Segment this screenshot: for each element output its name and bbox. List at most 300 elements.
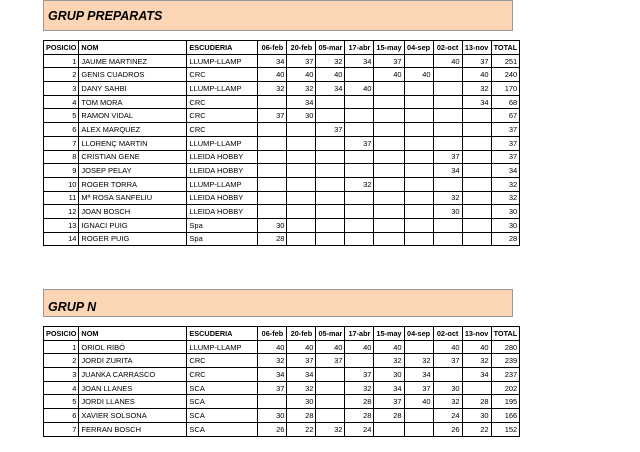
points-cell: 37: [258, 109, 287, 123]
points-cell: 30: [258, 409, 287, 423]
total-cell: 32: [491, 191, 520, 205]
team-cell: LLEIDA HOBBY: [187, 205, 258, 219]
name-cell: CRISTIAN GENE: [79, 150, 187, 164]
table-row: [44, 82, 520, 96]
column-header: 05-mar: [316, 41, 345, 55]
points-cell: 32: [345, 177, 374, 191]
points-cell: 40: [404, 68, 433, 82]
points-cell: [404, 232, 433, 246]
table-row: [44, 395, 520, 409]
points-cell: 30: [374, 368, 404, 382]
points-cell: [345, 109, 374, 123]
points-cell: 40: [316, 68, 345, 82]
points-cell: [345, 150, 374, 164]
table-row: [44, 191, 520, 205]
position-cell: 4: [44, 95, 79, 109]
total-cell: 170: [491, 82, 520, 96]
points-cell: [345, 95, 374, 109]
team-cell: CRC: [187, 354, 258, 368]
points-cell: [345, 68, 374, 82]
position-cell: 5: [44, 109, 79, 123]
table-header-row: [44, 327, 520, 341]
column-header: 15-may: [374, 41, 404, 55]
points-cell: 37: [462, 54, 491, 68]
points-cell: [287, 232, 316, 246]
points-cell: [374, 109, 404, 123]
points-cell: [316, 109, 345, 123]
group-header-preparats: [43, 0, 513, 31]
column-header: TOTAL: [491, 327, 520, 341]
points-cell: [345, 232, 374, 246]
position-cell: 7: [44, 136, 79, 150]
name-cell: JOSEP PELAY: [79, 164, 187, 178]
position-cell: 2: [44, 68, 79, 82]
position-cell: 12: [44, 205, 79, 219]
points-cell: 32: [404, 354, 433, 368]
total-cell: 280: [491, 340, 520, 354]
points-cell: 32: [433, 395, 462, 409]
points-cell: [462, 164, 491, 178]
total-cell: 30: [491, 205, 520, 219]
points-cell: [316, 409, 345, 423]
points-cell: 32: [433, 191, 462, 205]
points-cell: 32: [287, 82, 316, 96]
position-cell: 4: [44, 381, 79, 395]
name-cell: ORIOL RIBÓ: [79, 340, 187, 354]
points-cell: [316, 368, 345, 382]
column-header: ESCUDERIA: [187, 41, 258, 55]
table-row: [44, 354, 520, 368]
points-cell: 26: [258, 422, 287, 436]
points-cell: 34: [345, 54, 374, 68]
position-cell: 6: [44, 409, 79, 423]
name-cell: Mª ROSA SANFELIU: [79, 191, 187, 205]
points-cell: 32: [287, 381, 316, 395]
points-cell: 34: [316, 82, 345, 96]
points-cell: 32: [316, 422, 345, 436]
points-cell: [433, 68, 462, 82]
total-cell: 166: [491, 409, 520, 423]
table-row: [44, 95, 520, 109]
name-cell: RAMON VIDAL: [79, 109, 187, 123]
total-cell: 37: [491, 150, 520, 164]
column-header: 02-oct: [433, 41, 462, 55]
total-cell: 67: [491, 109, 520, 123]
table-header-row: [44, 41, 520, 55]
points-cell: [287, 123, 316, 137]
points-cell: [404, 150, 433, 164]
table-row: [44, 409, 520, 423]
points-cell: [404, 54, 433, 68]
table-row: [44, 109, 520, 123]
table-row: [44, 340, 520, 354]
points-cell: [316, 191, 345, 205]
team-cell: LLUMP-LLAMP: [187, 177, 258, 191]
position-cell: 1: [44, 340, 79, 354]
position-cell: 3: [44, 368, 79, 382]
position-cell: 8: [44, 150, 79, 164]
position-cell: 5: [44, 395, 79, 409]
points-cell: [316, 218, 345, 232]
points-cell: 40: [433, 54, 462, 68]
column-header: 17-abr: [345, 327, 374, 341]
team-cell: SCA: [187, 381, 258, 395]
points-cell: 37: [345, 136, 374, 150]
total-cell: 195: [491, 395, 520, 409]
points-cell: [374, 95, 404, 109]
table-row: [44, 54, 520, 68]
name-cell: JAUME MARTINEZ: [79, 54, 187, 68]
points-cell: [258, 205, 287, 219]
points-cell: [374, 177, 404, 191]
name-cell: LLORENÇ MARTIN: [79, 136, 187, 150]
points-cell: 34: [287, 95, 316, 109]
position-cell: 3: [44, 82, 79, 96]
name-cell: ALEX MARQUEZ: [79, 123, 187, 137]
team-cell: LLEIDA HOBBY: [187, 150, 258, 164]
points-cell: [462, 136, 491, 150]
points-cell: [316, 205, 345, 219]
points-cell: [404, 191, 433, 205]
standings-table-preparats: [43, 40, 520, 246]
points-cell: [404, 82, 433, 96]
points-cell: [462, 123, 491, 137]
points-cell: [404, 205, 433, 219]
team-cell: Spa: [187, 232, 258, 246]
name-cell: GENIS CUADROS: [79, 68, 187, 82]
points-cell: 24: [433, 409, 462, 423]
column-header: 02-oct: [433, 327, 462, 341]
points-cell: 40: [287, 68, 316, 82]
points-cell: [258, 191, 287, 205]
points-cell: [258, 164, 287, 178]
points-cell: [258, 123, 287, 137]
points-cell: [404, 136, 433, 150]
points-cell: [404, 123, 433, 137]
points-cell: 40: [433, 340, 462, 354]
points-cell: 26: [433, 422, 462, 436]
team-cell: CRC: [187, 95, 258, 109]
team-cell: LLEIDA HOBBY: [187, 164, 258, 178]
name-cell: FERRAN BOSCH: [79, 422, 187, 436]
column-header: 04-sep: [404, 41, 433, 55]
team-cell: LLUMP-LLAMP: [187, 340, 258, 354]
points-cell: [258, 395, 287, 409]
points-cell: 30: [462, 409, 491, 423]
points-cell: [433, 95, 462, 109]
points-cell: [345, 354, 374, 368]
points-cell: 37: [316, 123, 345, 137]
position-cell: 6: [44, 123, 79, 137]
points-cell: [404, 109, 433, 123]
points-cell: [287, 218, 316, 232]
name-cell: JOAN BOSCH: [79, 205, 187, 219]
position-cell: 14: [44, 232, 79, 246]
group-title: GRUP PREPARATS: [48, 9, 163, 23]
table-row: [44, 205, 520, 219]
points-cell: 37: [374, 395, 404, 409]
points-cell: 34: [258, 368, 287, 382]
column-header: ESCUDERIA: [187, 327, 258, 341]
points-cell: [404, 95, 433, 109]
points-cell: 37: [345, 368, 374, 382]
points-cell: [374, 205, 404, 219]
points-cell: [374, 150, 404, 164]
points-cell: 40: [404, 395, 433, 409]
table-row: [44, 218, 520, 232]
points-cell: [345, 218, 374, 232]
column-header: 17-abr: [345, 41, 374, 55]
table-row: [44, 422, 520, 436]
points-cell: [433, 368, 462, 382]
points-cell: 32: [345, 381, 374, 395]
points-cell: [433, 232, 462, 246]
column-header: 15-may: [374, 327, 404, 341]
points-cell: [287, 177, 316, 191]
name-cell: IGNACI PUIG: [79, 218, 187, 232]
points-cell: [258, 150, 287, 164]
column-header: 20-feb: [287, 327, 316, 341]
points-cell: 34: [462, 95, 491, 109]
team-cell: CRC: [187, 68, 258, 82]
points-cell: [462, 109, 491, 123]
position-cell: 11: [44, 191, 79, 205]
points-cell: 30: [433, 205, 462, 219]
points-cell: 37: [433, 354, 462, 368]
points-cell: [374, 422, 404, 436]
points-cell: [345, 191, 374, 205]
column-header: 13-nov: [462, 41, 491, 55]
points-cell: [404, 177, 433, 191]
points-cell: 34: [404, 368, 433, 382]
name-cell: ROGER PUIG: [79, 232, 187, 246]
points-cell: 34: [374, 381, 404, 395]
points-cell: [316, 395, 345, 409]
total-cell: 37: [491, 123, 520, 137]
group-header-n: [43, 289, 513, 317]
points-cell: [433, 123, 462, 137]
points-cell: [374, 123, 404, 137]
name-cell: DANY SAHBI: [79, 82, 187, 96]
table-row: [44, 164, 520, 178]
points-cell: 30: [287, 395, 316, 409]
points-cell: [316, 95, 345, 109]
total-cell: 237: [491, 368, 520, 382]
points-cell: [433, 109, 462, 123]
points-cell: [316, 177, 345, 191]
points-cell: 32: [374, 354, 404, 368]
points-cell: 40: [258, 68, 287, 82]
points-cell: [462, 150, 491, 164]
column-header: TOTAL: [491, 41, 520, 55]
table-row: [44, 368, 520, 382]
name-cell: ROGER TORRA: [79, 177, 187, 191]
points-cell: 28: [258, 232, 287, 246]
points-cell: [258, 136, 287, 150]
points-cell: [345, 164, 374, 178]
points-cell: 40: [462, 340, 491, 354]
points-cell: [316, 150, 345, 164]
column-header: NOM: [79, 327, 187, 341]
position-cell: 2: [44, 354, 79, 368]
column-header: NOM: [79, 41, 187, 55]
name-cell: XAVIER SOLSONA: [79, 409, 187, 423]
team-cell: LLUMP-LLAMP: [187, 82, 258, 96]
points-cell: [433, 218, 462, 232]
points-cell: 37: [287, 354, 316, 368]
points-cell: 40: [258, 340, 287, 354]
standings-table-n: [43, 326, 520, 437]
points-cell: [258, 95, 287, 109]
team-cell: CRC: [187, 123, 258, 137]
points-cell: 40: [287, 340, 316, 354]
points-cell: 30: [433, 381, 462, 395]
table-row: [44, 123, 520, 137]
points-cell: 40: [345, 82, 374, 96]
points-cell: 40: [462, 68, 491, 82]
points-cell: 40: [374, 68, 404, 82]
points-cell: 30: [287, 109, 316, 123]
total-cell: 68: [491, 95, 520, 109]
team-cell: LLUMP-LLAMP: [187, 136, 258, 150]
points-cell: 40: [316, 340, 345, 354]
points-cell: 22: [462, 422, 491, 436]
position-cell: 1: [44, 54, 79, 68]
table-row: [44, 136, 520, 150]
points-cell: [374, 191, 404, 205]
points-cell: 37: [316, 354, 345, 368]
points-cell: 32: [258, 354, 287, 368]
points-cell: [374, 218, 404, 232]
name-cell: TOM MORA: [79, 95, 187, 109]
table-row: [44, 381, 520, 395]
points-cell: [433, 82, 462, 96]
position-cell: 7: [44, 422, 79, 436]
points-cell: 32: [462, 82, 491, 96]
position-cell: 13: [44, 218, 79, 232]
position-cell: 9: [44, 164, 79, 178]
total-cell: 37: [491, 136, 520, 150]
group-title: GRUP N: [48, 300, 97, 314]
points-cell: 34: [462, 368, 491, 382]
points-cell: [345, 123, 374, 137]
points-cell: 22: [287, 422, 316, 436]
points-cell: 37: [404, 381, 433, 395]
team-cell: SCA: [187, 422, 258, 436]
table-row: [44, 177, 520, 191]
points-cell: [374, 136, 404, 150]
name-cell: JORDI LLANES: [79, 395, 187, 409]
total-cell: 28: [491, 232, 520, 246]
total-cell: 240: [491, 68, 520, 82]
points-cell: [404, 409, 433, 423]
column-header: 05-mar: [316, 327, 345, 341]
points-cell: 40: [374, 340, 404, 354]
points-cell: [462, 177, 491, 191]
points-cell: [287, 205, 316, 219]
points-cell: [404, 164, 433, 178]
points-cell: 24: [345, 422, 374, 436]
points-cell: 37: [374, 54, 404, 68]
name-cell: JOAN LLANES: [79, 381, 187, 395]
points-cell: [316, 381, 345, 395]
team-cell: CRC: [187, 368, 258, 382]
column-header: POSICIO: [44, 327, 79, 341]
total-cell: 251: [491, 54, 520, 68]
points-cell: 34: [287, 368, 316, 382]
team-cell: SCA: [187, 395, 258, 409]
points-cell: [433, 177, 462, 191]
points-cell: 32: [462, 354, 491, 368]
team-cell: CRC: [187, 109, 258, 123]
points-cell: [316, 136, 345, 150]
name-cell: JORDI ZURITA: [79, 354, 187, 368]
points-cell: [462, 232, 491, 246]
points-cell: 37: [258, 381, 287, 395]
column-header: 20-feb: [287, 41, 316, 55]
points-cell: [345, 205, 374, 219]
total-cell: 34: [491, 164, 520, 178]
column-header: 13-nov: [462, 327, 491, 341]
table-row: [44, 150, 520, 164]
points-cell: [287, 164, 316, 178]
points-cell: [374, 232, 404, 246]
total-cell: 30: [491, 218, 520, 232]
points-cell: [404, 340, 433, 354]
column-header: 06-feb: [258, 327, 287, 341]
points-cell: 28: [345, 395, 374, 409]
points-cell: [374, 164, 404, 178]
name-cell: JUANKA CARRASCO: [79, 368, 187, 382]
total-cell: 202: [491, 381, 520, 395]
team-cell: LLEIDA HOBBY: [187, 191, 258, 205]
points-cell: [374, 82, 404, 96]
points-cell: 32: [258, 82, 287, 96]
points-cell: 34: [258, 54, 287, 68]
points-cell: [404, 422, 433, 436]
table-row: [44, 68, 520, 82]
points-cell: [462, 381, 491, 395]
points-cell: 28: [462, 395, 491, 409]
table-row: [44, 232, 520, 246]
team-cell: Spa: [187, 218, 258, 232]
column-header: 04-sep: [404, 327, 433, 341]
column-header: 06-feb: [258, 41, 287, 55]
points-cell: [287, 191, 316, 205]
points-cell: 37: [287, 54, 316, 68]
points-cell: 40: [345, 340, 374, 354]
points-cell: 28: [287, 409, 316, 423]
total-cell: 239: [491, 354, 520, 368]
points-cell: 28: [345, 409, 374, 423]
column-header: POSICIO: [44, 41, 79, 55]
points-cell: [316, 232, 345, 246]
points-cell: [258, 177, 287, 191]
points-cell: [404, 218, 433, 232]
points-cell: 37: [433, 150, 462, 164]
points-cell: 30: [258, 218, 287, 232]
points-cell: [433, 136, 462, 150]
points-cell: [462, 205, 491, 219]
points-cell: 34: [433, 164, 462, 178]
points-cell: [462, 191, 491, 205]
points-cell: [316, 164, 345, 178]
points-cell: [287, 150, 316, 164]
points-cell: [462, 218, 491, 232]
points-cell: 32: [316, 54, 345, 68]
team-cell: SCA: [187, 409, 258, 423]
points-cell: [287, 136, 316, 150]
